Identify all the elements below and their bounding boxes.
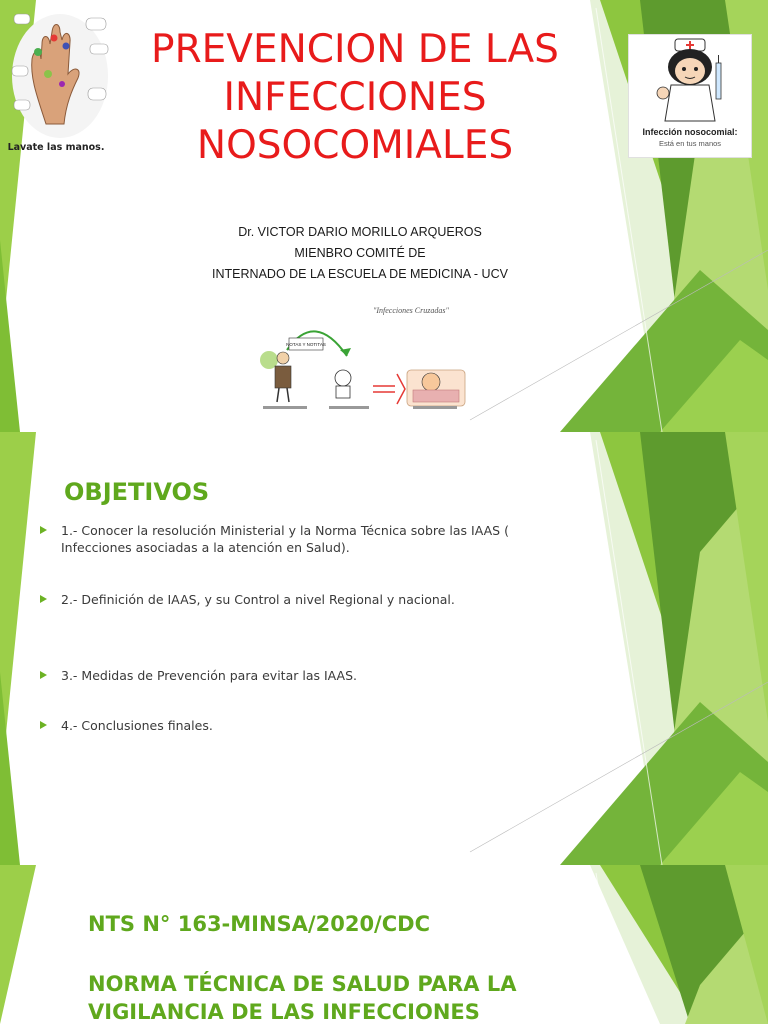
nurse-poster-image (628, 34, 752, 158)
list-item: 2.- Definición de IAAS, y su Control a nivel Regional y nacional. (40, 591, 560, 608)
objectives-heading: OBJETIVOS (64, 478, 210, 506)
slide-norma-tecnica (0, 865, 768, 1024)
list-item: 4.- Conclusiones finales. (40, 717, 560, 734)
handwash-illustration (8, 4, 112, 154)
author-line-3: INTERNADO DE LA ESCUELA DE MEDICINA - UCV (212, 267, 508, 281)
author-line-2: MIENBRO COMITÉ DE (294, 246, 426, 260)
poster-caption-sub: Está en tus manos (658, 139, 722, 148)
illustration-caption: "Infecciones Cruzadas" (373, 306, 449, 315)
slide-objectives (0, 432, 768, 865)
title-line-2: INFECCIONES (223, 75, 487, 120)
poster-caption-main: Infección nosocomial: (642, 127, 738, 137)
list-item: 1.- Conocer la resolución Ministerial y la Norma Técnica sobre las IAAS ( Infecciones asociadas a la atención en Salud). (40, 522, 560, 556)
bullet-arrow-icon (40, 721, 47, 729)
norma-title-line-2: VIGILANCIA DE LAS INFECCIONES (88, 1000, 480, 1024)
author-line-1: Dr. VICTOR DARIO MORILLO ARQUEROS (238, 225, 482, 239)
bullet-arrow-icon (40, 526, 47, 534)
nts-code: NTS N° 163-MINSA/2020/CDC (88, 912, 430, 936)
slide-title-text (120, 26, 590, 170)
bullet-arrow-icon (40, 671, 47, 679)
title-line-3: NOSOCOMIALES (196, 123, 514, 168)
illustration-bubble: NOTAS Y NOTITAS (286, 342, 326, 347)
cross-infection-illustration (255, 300, 475, 415)
author-block (160, 222, 560, 285)
list-item: 3.- Medidas de Prevención para evitar las IAAS. (40, 667, 560, 684)
norma-title-line-1: NORMA TÉCNICA DE SALUD PARA LA (88, 972, 517, 996)
slide-title (0, 0, 768, 432)
bullet-arrow-icon (40, 595, 47, 603)
title-line-1: PREVENCION DE LAS (151, 27, 559, 72)
handwash-caption: Lavate las manos. (8, 142, 105, 153)
